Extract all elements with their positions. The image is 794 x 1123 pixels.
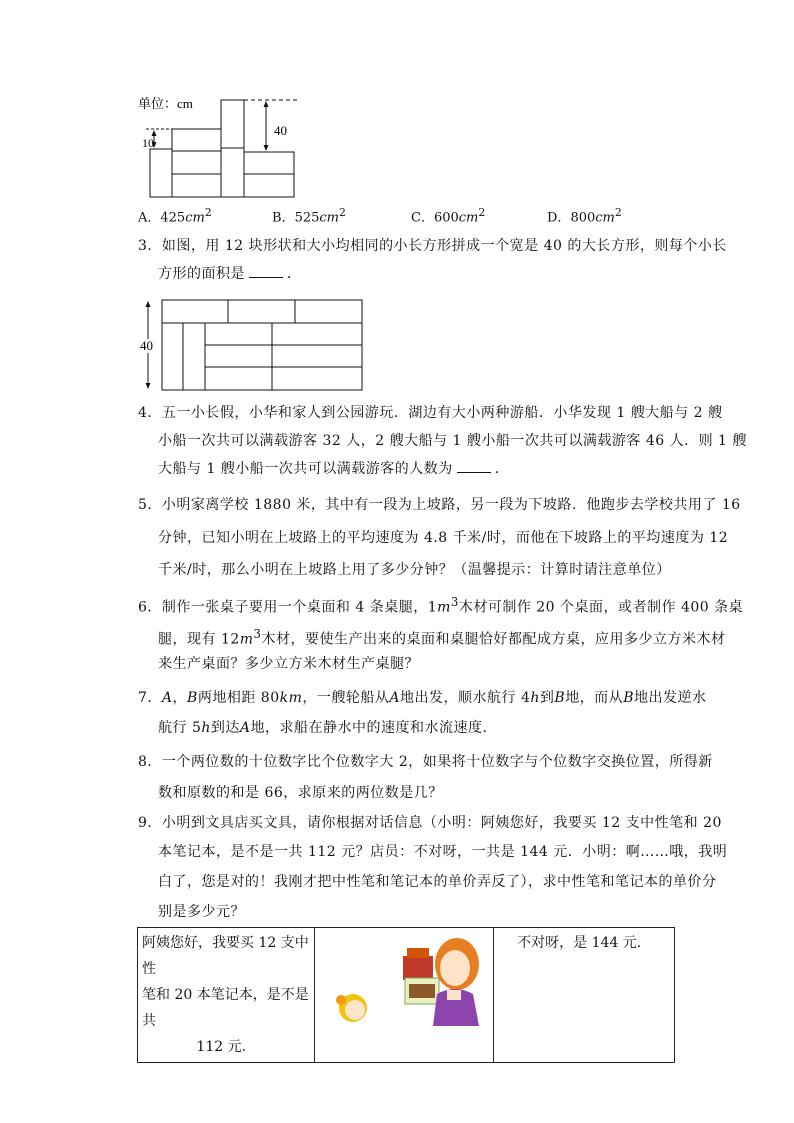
q6-line-1	[138, 592, 743, 618]
clerk-face-icon	[440, 950, 470, 986]
q9-dialog-right-cell	[494, 928, 675, 1063]
q7-l2-c: 到达	[210, 720, 240, 736]
q7-text-d: 两地相距 80	[197, 690, 280, 706]
q6-line-1-a: 6．制作一张桌子要用一个桌面和 4 条桌腿，1	[138, 599, 438, 616]
notebook-cover-icon	[409, 984, 435, 998]
q2-option-d	[547, 206, 622, 225]
q7-unit-km: km	[279, 690, 303, 706]
q2-option-c-unit: cm	[458, 210, 479, 226]
q9-line-1: 9．小明到文具店买文具，请你根据对话信息（小明：阿姨您好，我要买 12 支中性笔和 20	[138, 815, 722, 831]
q6-line-2-unit: m	[239, 631, 254, 648]
q7-text-h: 地出发，顺水航行 4	[400, 690, 531, 706]
q2-option-a-value: 425	[160, 210, 186, 226]
q3-figure	[138, 297, 368, 393]
q7-var-b: B	[187, 690, 198, 706]
q2-option-c-value: 600	[433, 210, 459, 226]
q9-line-3: 白了，您是对的！我刚才把中性笔和笔记本的单价弄反了），求中性笔和笔记本的单价分	[158, 874, 717, 890]
q8-line-1: 8．一个两位数的十位数字比个位数字大 2，如果将十位数字与个位数字交换位置，所得新	[138, 754, 713, 770]
q2-option-c-exp: 2	[478, 206, 486, 219]
q6-line-1-unit: m	[437, 599, 451, 616]
q9-dialog-left-1: 阿姨您好，我要买 12 支中性	[142, 935, 309, 977]
q7-var-a: A	[161, 690, 173, 706]
q6-line-1-b: 木材可制作 20 个桌面，或者制作 400 条桌	[458, 599, 744, 616]
q6-line-2-b: 木材，要使生产出来的桌面和桌腿恰好都配成方桌，应用多少立方米木材	[261, 631, 726, 648]
q2-option-b	[272, 206, 346, 225]
q9-dialog-table	[137, 927, 675, 1063]
q2-dim-10: 10	[142, 136, 154, 150]
q6-line-3: 来生产桌面？多少立方米木材生产桌腿？	[158, 656, 419, 672]
q9-dialog-left-cell	[138, 928, 315, 1063]
q2-option-c-letter: C．	[411, 210, 434, 226]
q4-line-1: 4．五一小长假，小华和家人到公园游玩．湖边有大小两种游船．小华发现 1 艘大船与 2 艘	[138, 405, 723, 421]
q9-dialog-illustration-cell	[315, 928, 494, 1063]
q9-line-2: 本笔记本，是不是一共 112 元？店员：不对呀，一共是 144 元．小明：啊……哦，我明	[158, 844, 728, 860]
q4-line-2: 小船一次共可以满载游客 32 人，2 艘大船与 1 艘小船一次共可以满载游客 46 人．则 1 艘	[158, 433, 747, 449]
q4-line-3	[158, 459, 509, 479]
q3-line-2-text: 方形的面积是	[158, 266, 245, 282]
q2-option-b-exp: 2	[339, 206, 346, 219]
clerk-neck-icon	[447, 990, 461, 1000]
q2-option-d-exp: 2	[614, 206, 622, 219]
child-face-icon	[345, 1000, 365, 1020]
q7-line-2	[158, 718, 497, 738]
q2-dim-40: 40	[274, 123, 287, 138]
q7-comma: ，	[172, 690, 188, 706]
q7-text-f: ，一艘轮船从	[302, 690, 390, 706]
q3-figure-svg	[138, 297, 368, 393]
q2-option-b-letter: B．	[272, 210, 295, 226]
q2-unit-label: 单位：cm	[138, 96, 193, 111]
q7-var-b-3: B	[623, 690, 634, 706]
q2-option-a-letter: A．	[138, 210, 161, 226]
q7-l2-var-a: A	[239, 720, 251, 736]
q7-l2-e: 地，求船在静水中的速度和水流速度．	[250, 720, 498, 736]
q9-dialog-right: 不对呀，是 144 元．	[517, 935, 651, 951]
q2-option-b-unit: cm	[319, 210, 339, 226]
q2-option-d-value: 800	[570, 210, 596, 226]
q2-option-d-letter: D．	[547, 210, 571, 226]
q2-option-b-value: 525	[294, 210, 320, 226]
q7-text-j: 到	[539, 690, 555, 706]
q6-line-1-exp: 3	[450, 595, 459, 609]
q5-line-2: 分钟，已知小明在上坡路上的平均速度为 4.8 千米/时，而他在下坡路上的平均速度为 12	[158, 530, 729, 546]
q7-text-l: 地，而从	[565, 690, 624, 706]
q6-line-2	[158, 624, 725, 650]
q7-var-b-2: B	[554, 690, 566, 706]
q3-dim-40: 40	[140, 338, 153, 353]
q4-answer-blank	[457, 459, 491, 473]
q2-option-d-unit: cm	[595, 210, 615, 226]
q9-dialog-left-3: 112 元．	[196, 1039, 256, 1055]
q2-figure-svg	[138, 92, 308, 202]
q7-l2-unit-h: h	[201, 720, 211, 736]
shelf-box-top-icon	[407, 948, 429, 958]
q9-illustration	[315, 928, 493, 1026]
q6-line-2-a: 腿，现有 12	[158, 631, 240, 648]
q3-line-2-end: ．	[287, 266, 302, 282]
q9-line-4: 别是多少元？	[158, 904, 245, 920]
q4-line-3-text: 大船与 1 艘小船一次共可以满载游客的人数为	[158, 461, 453, 477]
q2-option-a	[138, 206, 212, 225]
q3-answer-blank	[249, 264, 283, 278]
q7-text-n: 地出发逆水	[633, 690, 707, 706]
q2-option-a-unit: cm	[185, 210, 205, 226]
shelf-box-icon	[403, 956, 433, 980]
q7-l2-a: 航行 5	[158, 720, 202, 736]
child-bun-icon	[336, 995, 346, 1005]
q6-line-2-exp: 3	[253, 627, 262, 641]
q7-unit-h: h	[530, 690, 540, 706]
q7-var-a-2: A	[389, 690, 400, 706]
q3-line-2	[158, 264, 302, 284]
q9-dialog-left-2: 笔和 20 本笔记本，是不是共	[142, 987, 309, 1029]
q5-line-1: 5．小明家离学校 1880 米，其中有一段为上坡路，另一段为下坡路．他跑步去学校共用了 16	[138, 497, 741, 513]
q7-num: 7．	[138, 690, 162, 706]
q2-option-a-exp: 2	[204, 206, 212, 219]
q2-option-c	[411, 206, 485, 225]
q3-line-1: 3．如图，用 12 块形状和大小均相同的小长方形拼成一个宽是 40 的大长方形，则每个小长	[138, 238, 727, 254]
q8-line-2: 数和原数的和是 66，求原来的两位数是几？	[158, 785, 443, 801]
q4-line-3-end: ．	[494, 461, 510, 477]
q7-line-1	[138, 688, 706, 708]
q5-line-3: 千米/时，那么小明在上坡路上用了多少分钟？（温馨提示：计算时请注意单位）	[158, 562, 671, 578]
q2-figure	[138, 92, 308, 202]
